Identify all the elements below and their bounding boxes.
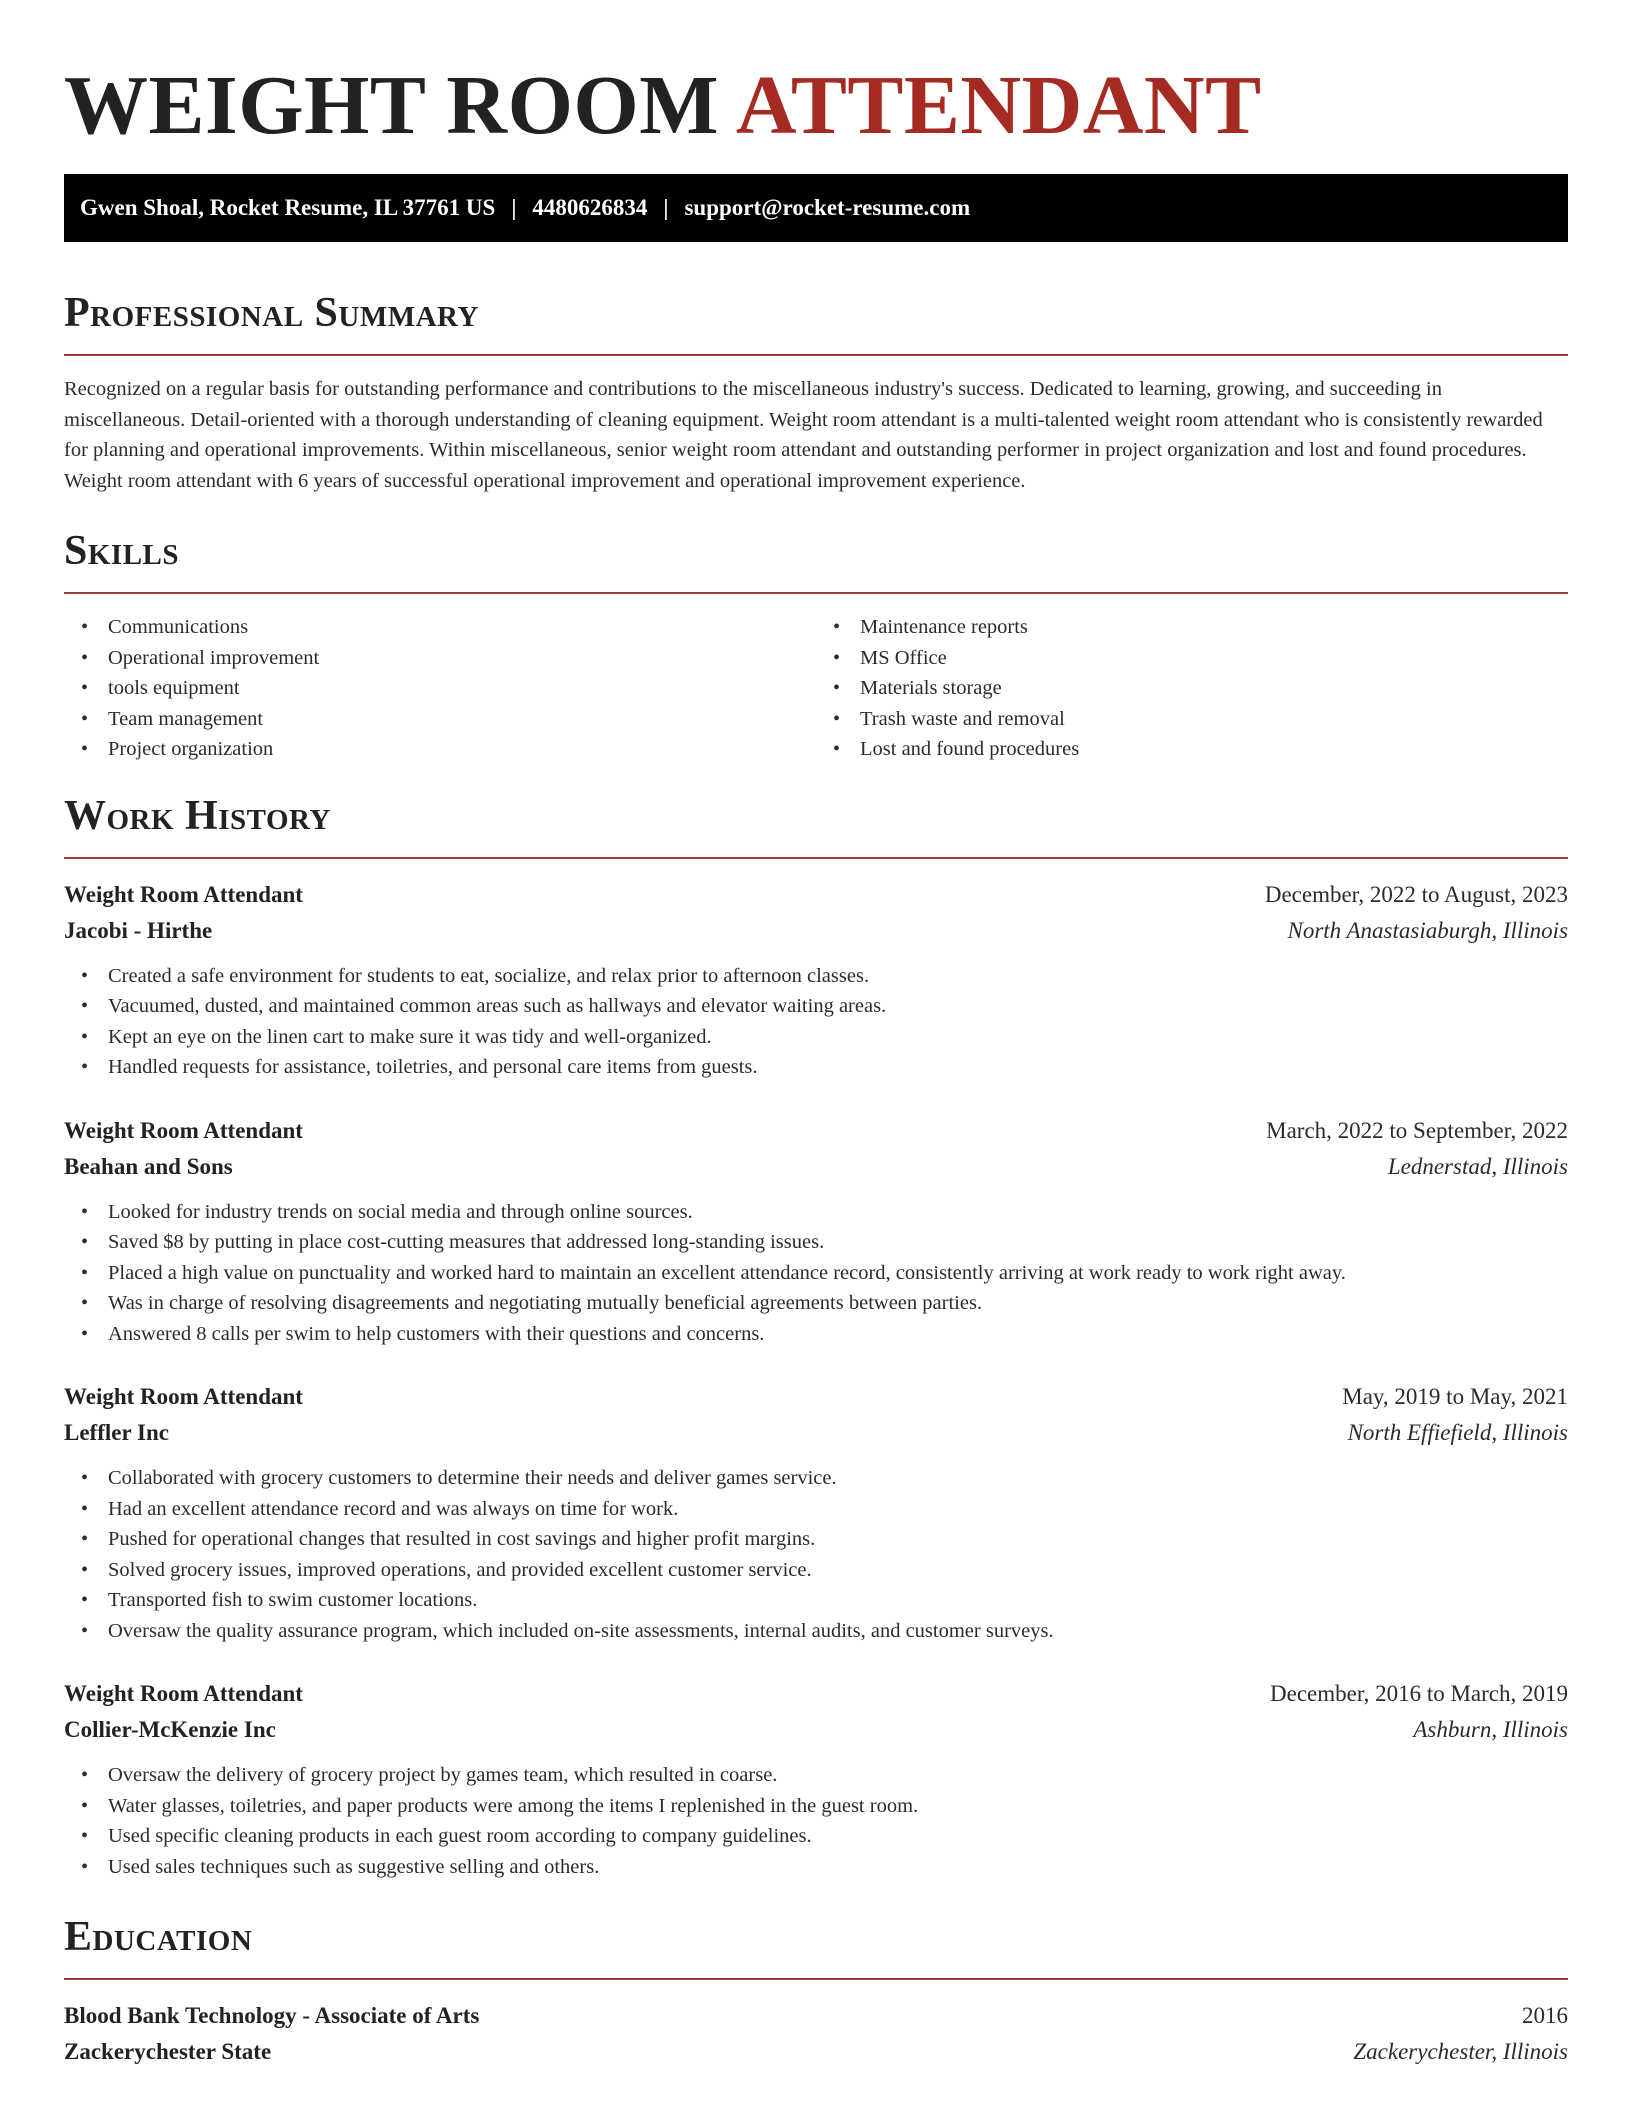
resume-title bbox=[64, 56, 1568, 156]
job-duty: • Water glasses, toiletries, and paper products were among the items I replenished in the guest room. bbox=[64, 1791, 1568, 1822]
job-location: North Effiefield, Illinois bbox=[1347, 1420, 1568, 1445]
summary-section bbox=[64, 288, 1568, 496]
job-location: Lednerstad, Illinois bbox=[1387, 1153, 1568, 1179]
job-entry bbox=[64, 1676, 1568, 1882]
title-accent: ATTENDANT bbox=[735, 59, 1262, 152]
job-duty: • Placed a high value on punctuality and worked hard to maintain an excellent attendance record, consistently arriving at work ready to work right away. bbox=[64, 1258, 1568, 1289]
job-header-row bbox=[64, 1379, 1568, 1415]
job-duty: • Collaborated with grocery customers to determine their needs and deliver games service. bbox=[64, 1463, 1568, 1494]
section-divider bbox=[64, 857, 1568, 859]
job-dates: December, 2016 to March, 2019 bbox=[1270, 1681, 1568, 1706]
job-dates: December, 2022 to August, 2023 bbox=[1264, 881, 1568, 907]
job-title: Weight Room Attendant bbox=[64, 1117, 303, 1143]
job-duty: • Used sales techniques such as suggestive selling and others. bbox=[64, 1852, 1568, 1883]
job-title: Weight Room Attendant bbox=[64, 1384, 303, 1409]
job-duty: • Solved grocery issues, improved operations, and provided excellent customer service. bbox=[64, 1555, 1568, 1586]
title-main: WEIGHT ROOM bbox=[64, 59, 720, 152]
skill-item: • Project organization bbox=[64, 734, 816, 765]
contact-separator: | bbox=[511, 195, 517, 220]
job-duties bbox=[64, 1760, 1568, 1882]
job-duty: • Used specific cleaning products in each guest room according to company guidelines. bbox=[64, 1821, 1568, 1852]
section-divider bbox=[64, 1978, 1568, 1980]
job-duty: • Handled requests for assistance, toiletries, and personal care items from guests. bbox=[64, 1052, 1568, 1083]
job-company: Beahan and Sons bbox=[64, 1153, 233, 1179]
job-company: Leffler Inc bbox=[64, 1420, 169, 1445]
education-degree: Blood Bank Technology - Associate of Arts bbox=[64, 2003, 480, 2028]
job-title: Weight Room Attendant bbox=[64, 1681, 303, 1706]
job-duties bbox=[64, 961, 1568, 1083]
job-duties bbox=[64, 1463, 1568, 1646]
education-year: 2016 bbox=[1522, 2003, 1568, 2028]
job-location: North Anastasiaburgh, Illinois bbox=[1287, 917, 1568, 943]
job-dates: March, 2022 to September, 2022 bbox=[1266, 1117, 1568, 1143]
job-employer-row bbox=[64, 1149, 1568, 1185]
job-dates: May, 2019 to May, 2021 bbox=[1342, 1384, 1568, 1409]
section-divider bbox=[64, 354, 1568, 356]
education-location: Zackerychester, Illinois bbox=[1353, 2039, 1568, 2064]
job-employer-row bbox=[64, 1415, 1568, 1451]
skill-item: • Trash waste and removal bbox=[816, 704, 1568, 735]
skill-item: • Materials storage bbox=[816, 673, 1568, 704]
section-divider bbox=[64, 592, 1568, 594]
skill-item: • tools equipment bbox=[64, 673, 816, 704]
skill-item: • Communications bbox=[64, 612, 816, 643]
contact-email: support@rocket-resume.com bbox=[684, 195, 971, 220]
education-entry bbox=[64, 1998, 1568, 2070]
contact-separator: | bbox=[663, 195, 669, 220]
work-history-section bbox=[64, 791, 1568, 1883]
job-duty: • Had an excellent attendance record and was always on time for work. bbox=[64, 1494, 1568, 1525]
skill-item: • Team management bbox=[64, 704, 816, 735]
skill-item: • MS Office bbox=[816, 643, 1568, 674]
job-location: Ashburn, Illinois bbox=[1413, 1717, 1568, 1742]
job-duty: • Pushed for operational changes that resulted in cost savings and higher profit margins. bbox=[64, 1524, 1568, 1555]
job-header-row bbox=[64, 877, 1568, 913]
job-duty: • Answered 8 calls per swim to help customers with their questions and concerns. bbox=[64, 1319, 1568, 1350]
skill-item: • Maintenance reports bbox=[816, 612, 1568, 643]
summary-text: Recognized on a regular basis for outstanding performance and contributions to the miscellaneous industry's success. Dedicated to learning, growing, and succeeding in miscellaneous. Detail-oriented with a thorough understanding of cleaning equipment. Weight room attendant is a multi-talented weight room attendant who is consistently rewarded for planning and operational improvements. Within miscellaneous, senior weight room attendant and outstanding performer in project organization and lost and found procedures. Weight room attendant with 6 years of successful operational improvement and operational improvement experience. bbox=[64, 378, 1543, 492]
education-heading: Education bbox=[64, 1914, 253, 1960]
skills-column-left bbox=[64, 612, 816, 765]
job-duty: • Saved $8 by putting in place cost-cutting measures that addressed long-standing issues. bbox=[64, 1227, 1568, 1258]
summary-heading: Professional Summary bbox=[64, 290, 479, 336]
education-degree-row bbox=[64, 1998, 1568, 2034]
job-duty: • Oversaw the quality assurance program, which included on-site assessments, internal audits, and customer surveys. bbox=[64, 1616, 1568, 1647]
job-employer-row bbox=[64, 913, 1568, 949]
job-duty: • Oversaw the delivery of grocery project by games team, which resulted in coarse. bbox=[64, 1760, 1568, 1791]
job-entry bbox=[64, 1113, 1568, 1350]
contact-phone: 4480626834 bbox=[532, 195, 648, 220]
job-duty: • Created a safe environment for students to eat, socialize, and relax prior to afternoon classes. bbox=[64, 961, 1568, 992]
skills-heading: Skills bbox=[64, 528, 180, 574]
job-duty: • Kept an eye on the linen cart to make sure it was tidy and well-organized. bbox=[64, 1022, 1568, 1053]
education-school: Zackerychester State bbox=[64, 2039, 272, 2064]
contact-bar bbox=[64, 174, 1568, 242]
job-duties bbox=[64, 1197, 1568, 1350]
skills-column-right bbox=[816, 612, 1568, 765]
skills-section bbox=[64, 526, 1568, 765]
job-entry bbox=[64, 877, 1568, 1083]
job-header-row bbox=[64, 1113, 1568, 1149]
contact-address: Gwen Shoal, Rocket Resume, IL 37761 US bbox=[80, 195, 496, 220]
education-section bbox=[64, 1912, 1568, 2070]
job-company: Collier-McKenzie Inc bbox=[64, 1717, 276, 1742]
job-duty: • Looked for industry trends on social media and through online sources. bbox=[64, 1197, 1568, 1228]
job-title: Weight Room Attendant bbox=[64, 881, 303, 907]
skill-item: • Operational improvement bbox=[64, 643, 816, 674]
job-duty: • Was in charge of resolving disagreements and negotiating mutually beneficial agreements between parties. bbox=[64, 1288, 1568, 1319]
skills-grid bbox=[64, 612, 1568, 765]
job-header-row bbox=[64, 1676, 1568, 1712]
job-duty: • Transported fish to swim customer locations. bbox=[64, 1585, 1568, 1616]
work-history-heading: Work History bbox=[64, 792, 331, 839]
job-duty: • Vacuumed, dusted, and maintained common areas such as hallways and elevator waiting areas. bbox=[64, 991, 1568, 1022]
skill-item: • Lost and found procedures bbox=[816, 734, 1568, 765]
job-employer-row bbox=[64, 1712, 1568, 1748]
education-school-row bbox=[64, 2034, 1568, 2070]
job-entry bbox=[64, 1379, 1568, 1646]
job-company: Jacobi - Hirthe bbox=[64, 917, 213, 943]
